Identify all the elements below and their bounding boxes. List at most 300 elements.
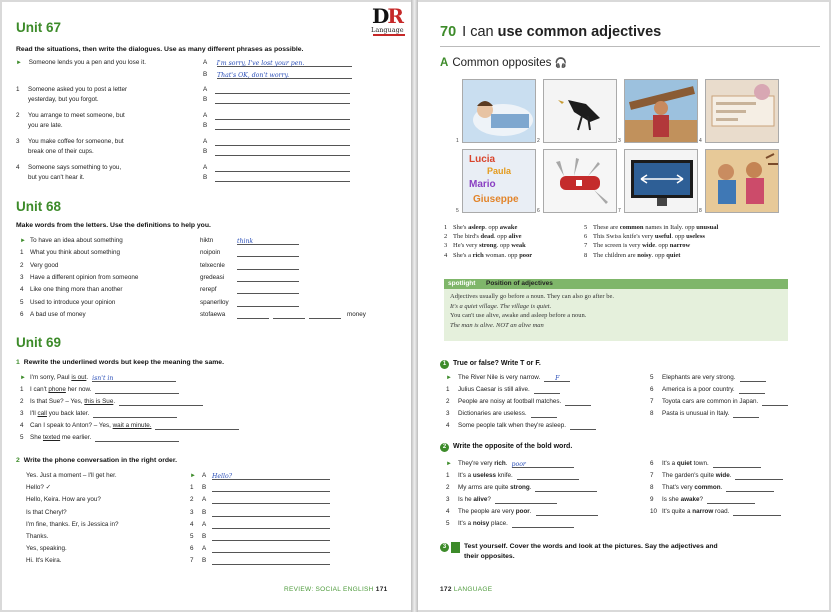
opposite-row (446, 484, 597, 492)
word-row (16, 237, 299, 245)
answer-blank[interactable] (733, 411, 759, 418)
spotlight-box (444, 279, 788, 341)
row-number: 1 (190, 484, 194, 492)
answer-blank[interactable] (215, 149, 350, 156)
caption-text: This Swiss knife's very (593, 233, 655, 241)
statement: Some people talk when they're asleep. (458, 422, 566, 429)
row-number: 3 (20, 273, 24, 281)
sentence: town. (691, 460, 709, 467)
caption-opposite: unusual (696, 224, 719, 231)
sentence: . (505, 460, 508, 467)
statement: Julius Caesar is still alive. (458, 386, 530, 393)
unit-67-instruction: Read the situations, then write the dialogues. Use as many different phrases as possible. (16, 46, 304, 53)
order-row (190, 496, 330, 504)
word-row (16, 286, 299, 294)
answer-blank[interactable] (215, 165, 350, 172)
caption-row (444, 233, 522, 241)
answer-blank[interactable] (237, 238, 299, 245)
conversation-line (26, 496, 101, 504)
situation-line: You make coffee for someone, but (28, 138, 124, 145)
statement: Pasta is unusual in Italy. (662, 410, 730, 417)
row-number: 4 (20, 422, 24, 429)
speaker-label: A (202, 545, 207, 553)
answer-blank[interactable] (119, 399, 203, 406)
answer-blank[interactable] (212, 497, 330, 504)
answer-blank[interactable] (212, 510, 330, 517)
speaker-label: A (203, 86, 208, 93)
answer-blank[interactable] (95, 387, 179, 394)
caption-number: 4 (444, 251, 448, 259)
row-number: 3 (20, 410, 24, 417)
sentence-end: . (113, 398, 116, 405)
answer-blank[interactable] (237, 250, 299, 257)
answer-blank[interactable] (237, 263, 299, 270)
letters: spanerlloy (200, 298, 229, 306)
answer-blank[interactable] (512, 461, 574, 468)
opposite-row (650, 496, 755, 504)
sentence-end: her now. (65, 386, 92, 393)
caption-text: The children are (593, 251, 638, 259)
caption-opposite: alive (508, 233, 522, 241)
row-number: 8 (650, 484, 654, 491)
arrow-icon: ► (20, 375, 26, 381)
row-number: 7 (650, 398, 654, 405)
answer-blank[interactable] (212, 473, 330, 480)
pic-name-4: Giuseppe (473, 194, 519, 205)
situation-line: but you can't hear it. (28, 174, 85, 181)
caption-adjective: wide (642, 242, 656, 250)
row-number: 6 (650, 460, 654, 467)
answer-blank[interactable] (237, 275, 299, 282)
picture-4-rich (705, 79, 779, 143)
row-number: 2 (446, 484, 450, 491)
underlined-words: call (37, 410, 47, 417)
answer-blank[interactable] (92, 375, 176, 382)
word-row (16, 299, 299, 307)
answer-blank[interactable] (762, 399, 788, 406)
dialogue-line-b (203, 96, 350, 104)
money-word: money (347, 310, 366, 318)
caption-number: 6 (584, 233, 588, 241)
caption-text: She's a (453, 251, 473, 259)
speaker-label: B (203, 174, 208, 181)
sentence: The garden's quite (662, 472, 716, 479)
example-answer: poor (511, 461, 526, 468)
true-false-row (650, 374, 766, 382)
speaker-label: A (203, 138, 208, 145)
letters: rerepf (200, 286, 217, 294)
sentence-start: I'll (30, 410, 38, 417)
sentence-end: me earlier. (60, 434, 92, 441)
underlined-words: this is Sue (84, 398, 114, 405)
speaker-label: B (202, 533, 207, 540)
opposite-row (446, 460, 574, 468)
example-answer-b: That's OK, don't worry. (216, 72, 290, 79)
spotlight-line (450, 293, 614, 301)
row-number: 9 (650, 496, 654, 503)
speaker-label: A (203, 112, 208, 119)
arrow-icon: ► (16, 60, 22, 66)
arrow-icon: ► (446, 375, 452, 381)
book-gutter (411, 0, 418, 612)
sentence: . (529, 484, 532, 491)
spotlight-tag: spotlight (448, 280, 476, 287)
answer-blank[interactable] (740, 375, 766, 382)
speaker-label: A (202, 472, 207, 479)
answer-blank[interactable] (212, 534, 330, 541)
rewrite-row (16, 398, 203, 406)
logo-text: Language (371, 26, 404, 34)
dialogue-line-a (203, 138, 350, 146)
caption-text: names in Italy. opp (643, 224, 697, 231)
answer-blank[interactable] (517, 473, 579, 480)
ex1-instruction: 1 True or false? Write T or F. (440, 360, 541, 369)
right-footer: 172 LANGUAGE (440, 586, 493, 593)
example-answer: isn't in (92, 375, 114, 382)
caption-text: . opp (493, 233, 509, 241)
caption-opposite: useless (686, 233, 705, 241)
row-number: 3 (190, 508, 194, 516)
right-page-number: 172 (440, 586, 452, 593)
speaker-label: B (203, 148, 208, 155)
item-number: 4 (16, 164, 20, 171)
answer-blank[interactable] (212, 522, 330, 529)
arrow-icon: ► (190, 473, 196, 479)
row-number: 1 (446, 472, 450, 479)
conversation-line (26, 472, 117, 480)
answer-blank[interactable] (565, 399, 591, 406)
bold-word: strong (510, 484, 530, 491)
speaker-label: A (202, 520, 207, 528)
bold-word: alive (473, 496, 488, 503)
picture-2-dead-bird (543, 79, 617, 143)
unit-69-title: Unit 69 (16, 335, 62, 350)
opposite-row (446, 472, 579, 480)
caption-row (584, 224, 718, 232)
caption-adjective: noisy (637, 251, 652, 259)
word-row (16, 249, 299, 257)
spotlight-text: It's a quiet village. The village is quiet. (450, 302, 552, 310)
statement: Toyota cars are common in Japan. (662, 398, 759, 405)
caption-opposite: poor (519, 251, 533, 259)
conversation-text: Hello, Keira. How are you? (26, 496, 101, 504)
dialogue-line-b (203, 122, 350, 130)
unit-69-ex2-instruction: 2 Write the phone conversation in the right order. (16, 457, 177, 464)
sentence: It's a (458, 472, 473, 479)
row-number: 6 (190, 545, 194, 553)
item-number: 2 (16, 112, 20, 119)
true-false-row (650, 410, 759, 418)
caption-text: . opp (651, 251, 667, 259)
definition: A bad use of money (30, 310, 86, 318)
underlined-words: wait a minute. (112, 422, 152, 429)
spotlight-text: The man is alive. NOT an alive man (450, 321, 544, 329)
unit-70-heading: 70 I can use common adjectives (440, 24, 662, 40)
speaker-label: B (202, 508, 207, 516)
example-answer: think (237, 238, 254, 245)
caption-opposite: narrow (669, 242, 691, 250)
conversation-line (26, 509, 67, 517)
caption-number: 2 (444, 233, 448, 241)
caption-text: . opp (655, 242, 670, 250)
sentence: It's quite a (662, 508, 693, 515)
conversation-line (26, 545, 67, 553)
row-number: 5 (650, 374, 654, 381)
caption-adjective: rich (472, 251, 484, 259)
pic-name-2: Paula (487, 166, 512, 176)
answer-blank[interactable] (739, 387, 765, 394)
order-row (190, 545, 330, 553)
definition: Used to introduce your opinion (30, 298, 116, 306)
answer-blank[interactable] (536, 509, 598, 516)
conversation-text: Yes, speaking. (26, 545, 67, 553)
row-number: 3 (446, 410, 450, 417)
test-yourself-icon (451, 542, 460, 553)
conversation-text: I'm fine, thanks. Er, is Jessica in? (26, 520, 119, 528)
conversation-text: Thanks. (26, 533, 49, 540)
left-footer: REVIEW: SOCIAL ENGLISH 171 (284, 586, 388, 593)
rewrite-row (16, 410, 177, 418)
caption-text: The bird's (453, 233, 481, 241)
true-false-row (446, 374, 570, 382)
underlined-words: texted (42, 434, 61, 441)
sentence: knife. (495, 472, 513, 479)
answer-blank[interactable] (237, 300, 299, 307)
caption-adjective: dead (480, 233, 494, 241)
left-page-number: 171 (375, 586, 388, 593)
answer-blank[interactable] (212, 558, 330, 565)
conversation-line (26, 521, 119, 529)
answer-blank[interactable] (212, 485, 330, 492)
answer-blank[interactable] (535, 485, 597, 492)
row-number: 2 (446, 398, 450, 405)
true-false-row (446, 398, 591, 406)
order-row (190, 533, 330, 541)
situation-item-line2 (28, 148, 94, 156)
answer-blank[interactable] (534, 387, 560, 394)
answer-blank[interactable] (155, 423, 239, 430)
answer-blank[interactable] (215, 87, 350, 94)
sentence: They're very (458, 460, 495, 467)
ex3-text-line1: Test yourself. Cover the words and look at the pictures. Say the adjectives and (464, 543, 718, 550)
row-number: 10 (650, 508, 658, 515)
answer-blank[interactable] (531, 411, 557, 418)
answer-blank[interactable] (237, 312, 269, 319)
answer-blank[interactable] (713, 461, 761, 468)
dialogue-line-a (203, 86, 350, 94)
true-false-row (446, 410, 557, 418)
answer-blank[interactable] (726, 485, 774, 492)
caption-text: woman. opp (483, 251, 520, 259)
sentence: It's a (662, 460, 677, 467)
answer-blank[interactable] (215, 113, 350, 120)
situation-line: Someone says something to you, (28, 164, 122, 171)
item-number: 3 (16, 138, 20, 145)
dialogue-line-a (203, 164, 350, 172)
caption-row (444, 224, 517, 232)
sentence-start: Is that Sue? – Yes, (30, 398, 85, 405)
row-number: 1 (20, 386, 24, 393)
section-a-heading: A Common opposites 🎧 (440, 57, 568, 69)
opposite-row (650, 508, 781, 516)
dialogue-line-b (203, 148, 350, 156)
word-row (16, 274, 299, 282)
heading-divider (440, 46, 820, 47)
bold-word: wide (715, 472, 730, 479)
answer-blank[interactable] (495, 497, 557, 504)
opposite-row (446, 520, 574, 528)
unit-68-instruction: Make words from the letters. Use the definitions to help you. (16, 222, 211, 229)
unit-67-example-a: A I'm sorry, I've lost your pen. (203, 59, 352, 67)
answer-blank[interactable] (215, 97, 350, 104)
answer-blank[interactable] (733, 509, 781, 516)
spotlight-line (450, 312, 586, 320)
row-number: 3 (446, 496, 450, 503)
example-answer-a: I'm sorry, I've lost your pen. (216, 60, 305, 67)
row-number: 2 (20, 261, 24, 269)
item-number: 1 (16, 86, 20, 93)
caption-row (444, 252, 532, 260)
caption-row (444, 242, 526, 250)
language-logo: DR Language (371, 4, 404, 34)
picture-6-swiss-knife (543, 149, 617, 213)
sentence-start: I'm sorry, Paul (30, 374, 72, 381)
sentence-start: I can't (30, 386, 49, 393)
answer-blank[interactable] (707, 497, 755, 504)
situation-item-line2 (28, 174, 85, 182)
letters: telxecnle (200, 261, 225, 269)
caption-adjective: strong (479, 242, 497, 250)
speaker-label: B (202, 484, 207, 492)
caption-text: . opp (496, 242, 512, 250)
answer-blank[interactable] (735, 473, 783, 480)
bold-word: poor (515, 508, 530, 515)
sentence: . (529, 508, 532, 515)
underlined-words: is out (71, 374, 87, 381)
sentence: ? (487, 496, 491, 503)
underlined-words: phone (48, 386, 66, 393)
audio-icon[interactable]: 🎧 (554, 58, 568, 69)
answer-blank[interactable] (570, 423, 596, 430)
conversation-line (26, 484, 51, 492)
example-answer: Hello? (212, 473, 233, 480)
sentence: My arms are quite (458, 484, 511, 491)
sentence: road. (713, 508, 730, 515)
sentence: The people are very (458, 508, 516, 515)
unit-67-example: ► Someone lends you a pen and you lose it. (16, 59, 146, 66)
pic-name-1: Lucia (469, 154, 496, 165)
row-number: 6 (20, 310, 24, 318)
answer-blank[interactable] (309, 312, 341, 319)
rewrite-row (16, 374, 176, 382)
sentence: Is he (458, 496, 474, 503)
sentence-start: Can I speak to Anton? – Yes, (30, 422, 113, 429)
bold-word: narrow (692, 508, 714, 515)
caption-number: 8 (584, 251, 588, 259)
answer-blank[interactable] (273, 312, 305, 319)
sentence: . (720, 484, 723, 491)
statement: The River Nile is very narrow. (458, 374, 541, 381)
conversation-line (26, 533, 48, 541)
situation-item (16, 112, 125, 120)
right-page: 70 I can use common adjectives A Common opposites 🎧 1 2 3 4 Lucia Paula Mario Giuseppe 5 6 7 8 1 She's asleep. opp awake 2 The bird's dead. opp alive 3 He's very strong. opp weak 4 She's a rich woman. opp poor 5 These are common names in Italy. opp unusual 6 This Swiss knife's very useful. opp useless 7 The screen is very wide. opp narrow 8 The children are noisy. opp quiet spotlight Position of adjectives Adjectives usually go before a noun. They can also go after be. It's a quiet village. The village is quiet. You can't use alive, awake and asleep before a noun. The man is alive. NOT an alive man 1 True or false? Write T or F. ► The River Nile is very narrow. F 1 Julius Caesar is still alive. 2 People are noisy at football matches. 3 Dictionaries are useless. 4 Some people talk when they're asleep. 5 Elephants are very strong. 6 America is a poor country. 7 Toyota cars are common in Japan. 8 Pasta is unusual in Italy. 2 Write the opposite of the bold word. ► They're very rich. poor 1 It's a useless knife. 2 My arms are quite strong. 3 Is he alive? 4 The people are very poor. 5 It's a noisy place. 6 It's a quiet town. 7 The garden's quite wide. 8 That's very common. 9 Is she awake? 10 It's quite a narrow road. 3 Test yourself. Cover the words and look at the pictures. Say the adjectives and their opposites. 172 LANGUAGE (418, 2, 829, 610)
letters: hiktn (200, 237, 214, 244)
row-number: 7 (650, 472, 654, 479)
answer-blank[interactable] (215, 123, 350, 130)
speaker-label: B (203, 122, 208, 129)
speaker-label: B (202, 557, 207, 565)
statement: Elephants are very strong. (662, 374, 736, 381)
arrow-icon: ► (446, 461, 452, 467)
answer-blank[interactable] (95, 435, 179, 442)
answer-blank[interactable] (237, 287, 299, 294)
caption-number: 7 (584, 242, 588, 250)
definition: Like one thing more than another (30, 286, 123, 294)
definition: Have a different opinion from someone (30, 273, 139, 281)
picture-5-names (462, 149, 536, 213)
sentence-start: She (30, 434, 43, 441)
answer-blank[interactable] (215, 175, 350, 182)
picture-3-strong (624, 79, 698, 143)
spotlight-line (450, 322, 544, 330)
answer-blank[interactable] (212, 546, 330, 553)
arrow-icon: ► (20, 238, 26, 244)
situation-item-line2 (28, 122, 63, 130)
definition: To have an idea about something (30, 237, 123, 244)
letters: stofaewa (200, 310, 226, 318)
ex2-instruction: 2 Write the opposite of the bold word. (440, 443, 572, 452)
situation-item (16, 86, 127, 94)
opposite-row (650, 472, 783, 480)
answer-blank[interactable] (215, 139, 350, 146)
picture-8-noisy-children (705, 149, 779, 213)
true-false-row (446, 386, 560, 394)
bold-word: awake (680, 496, 700, 503)
answer-blank[interactable] (544, 375, 570, 382)
rewrite-row (16, 386, 179, 394)
row-number: 5 (20, 434, 24, 441)
sentence: ? (699, 496, 703, 503)
order-row (190, 509, 330, 517)
answer-blank[interactable] (512, 521, 574, 528)
sentence: place. (489, 520, 508, 527)
row-number: 2 (20, 398, 24, 405)
sentence: Is she (662, 496, 681, 503)
caption-text: The screen is very (593, 242, 643, 250)
answer-blank[interactable] (93, 411, 177, 418)
unit-69-ex1-instruction: 1 Rewrite the underlined words but keep the meaning the same. (16, 359, 224, 366)
unit-67-example-b: B That's OK, don't worry. (203, 71, 352, 79)
caption-opposite: weak (511, 242, 526, 250)
situation-line: Someone asked you to post a letter (28, 86, 128, 93)
caption-opposite: awake (499, 224, 518, 231)
situation-item (16, 138, 124, 146)
bold-word: common (694, 484, 721, 491)
situation-line: You arrange to meet someone, but (28, 112, 125, 119)
caption-text: . opp (485, 224, 500, 231)
row-number: 4 (446, 422, 450, 429)
caption-adjective: asleep (468, 224, 486, 231)
word-row (16, 262, 299, 270)
row-number: 6 (650, 386, 654, 393)
sentence: . (729, 472, 732, 479)
caption-text: . opp (671, 233, 687, 241)
statement: People are noisy at football matches. (458, 398, 562, 405)
caption-opposite: quiet (666, 251, 681, 259)
conversation-text: Hi. It's Keira. (26, 557, 62, 565)
situation-item (16, 164, 121, 172)
bold-word: useless (472, 472, 496, 479)
